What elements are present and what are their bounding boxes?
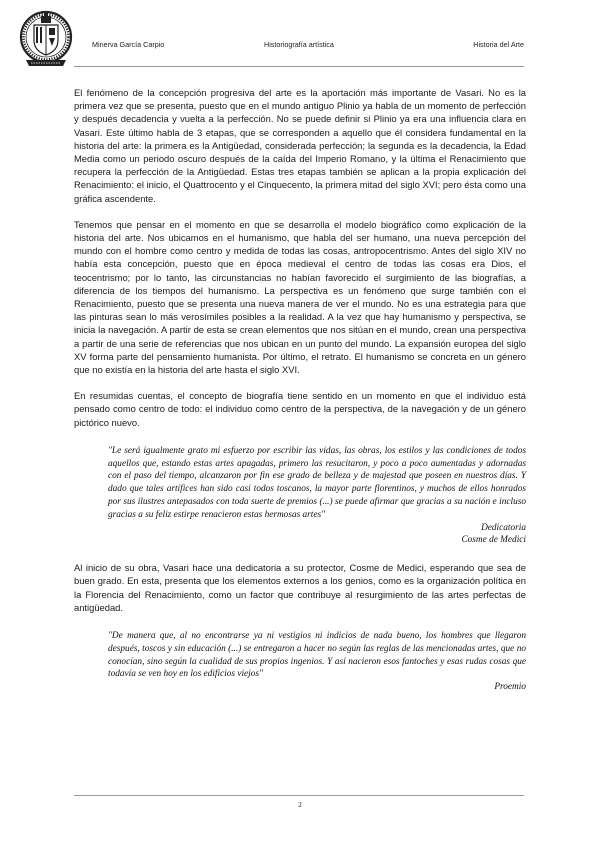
quote-text: "Le será igualmente grato mi esfuerzo por escribir las vidas, las obras, los estilos y las condiciones de todos aquellos que, estando estas artes apagadas, primero las resucitaron, y poco a poco aumentadas y adornadas con el paso del tiempo, alcanzaron por fin ese grado de belleza y de majestad que poseen en nuestros días. Y dado que tales artífices han sido casi todos toscanos, la mayor parte florentinos, y muchos de ellos honrados por sus ilustres antepasados con toda suerte de premios (...) se puede afirmar que gracias a su nación e incluso gracias a su feliz estirpe renacieron estas hermosas artes" xyxy=(108,445,526,520)
header-course: Historia del Arte xyxy=(473,40,524,49)
paragraph-3: En resumidas cuentas, el concepto de biografía tiene sentido en un momento en que el individuo está pensado como centro de todo: el individuo como centro de la perspectiva, de la navegación y de un género pictórico nuevo. xyxy=(74,390,526,428)
quote-text: "De manera que, al no encontrarse ya ni vestigios ni indicios de nada bueno, los hombres que llegaron después, toscos y sin educación (...) se entregaron a hacer no según las reglas de las mencionadas artes, que no conocían, sino según la cualidad de sus propios ingenios. Y así nacieron esos fantoches y esas rudas cosas que todavía se ven hoy en los edificios viejos" xyxy=(108,631,526,680)
page-number: 2 xyxy=(298,800,302,809)
paragraph-4: Al inicio de su obra, Vasari hace una dedicatoria a su protector, Cosme de Medici, esperando que sea de buen grado. En esta, presenta que los elementos externos a los genios, como es la organización política en la Florencia del Renacimiento, como un factor que contribuye al resurgimiento de las artes perfectas de antigüedad. xyxy=(74,562,526,613)
block-quote-dedication xyxy=(108,445,526,547)
header-subject: Historiografía artística xyxy=(264,40,334,49)
document-body xyxy=(74,86,526,694)
quote-source: Proemio xyxy=(494,682,526,693)
paragraph-2: Tenemos que pensar en el momento en que se desarrolla el modelo biográfico como explicación de la historia del arte. Nos ubicamos en el humanismo, que habla del ser humano, una nueva percepción del mundo con el hombre como centro y medida de todas las cosas, antropocentrismo. Antes del siglo XIV no había esta concepción, puesto que en época medieval el centro de todas las cosas era Dios, el teocentrismo; por lo tanto, las circunstancias no habían favorecido el surgimiento de las biografías, a diferencia de los tiempos del humanismo. La perspectiva es un fenómeno que surge también con el Renacimiento, puesto que se presenta una nueva manera de ver el mundo. No es una estrategia para que las pinturas sean lo más verosímiles posibles a la realidad. A la vez que hay humanismo y perspectiva, se inicia la navegación. A partir de esta se crean elementos que nos sitúan en el mundo, crean una perspectiva a partir de una serie de referencias que nos ubican en un punto del mundo. La expansión europea del siglo XV forma parte del pensamiento humanista. Por último, el retrato. El humanismo se concreta en un género que no existía en la historia del arte hasta el siglo XVI. xyxy=(74,218,526,376)
paragraph-1: El fenómeno de la concepción progresiva del arte es la aportación más importante de Vasari. No es la primera vez que se presenta, puesto que en el mundo antiguo Plinio ya habla de un momento de perfección y después decadencia y vuelta a la perfección. No se puede definir si Plinio ya era una influencia clara en Vasari. Este último habla de 3 etapas, que se corresponden a aquello que él considera fundamental en la historia del arte: la primera es la Antigüedad, considerada perfección; la segunda es la decadencia, la Edad Media como un periodo oscuro después de la caída del Imperio Romano, y la última el Renacimiento que recupera la perfección de la Antigüedad. Estas tres etapas también se aplican a la propia explicación del Renacimiento: el inicio, el Quattrocento y el Cinquecento, la primera mitad del siglo XVI; pero ésta como una gráfica ascendente. xyxy=(74,87,526,204)
quote-source-author: Cosme de Medici xyxy=(461,535,526,546)
university-seal-icon xyxy=(19,8,73,70)
footer-divider xyxy=(74,795,524,796)
header-author: Minerva García Carpio xyxy=(92,40,165,49)
header-divider xyxy=(74,66,524,67)
block-quote-proemio xyxy=(108,630,526,694)
quote-source: Dedicatoria xyxy=(481,522,526,533)
